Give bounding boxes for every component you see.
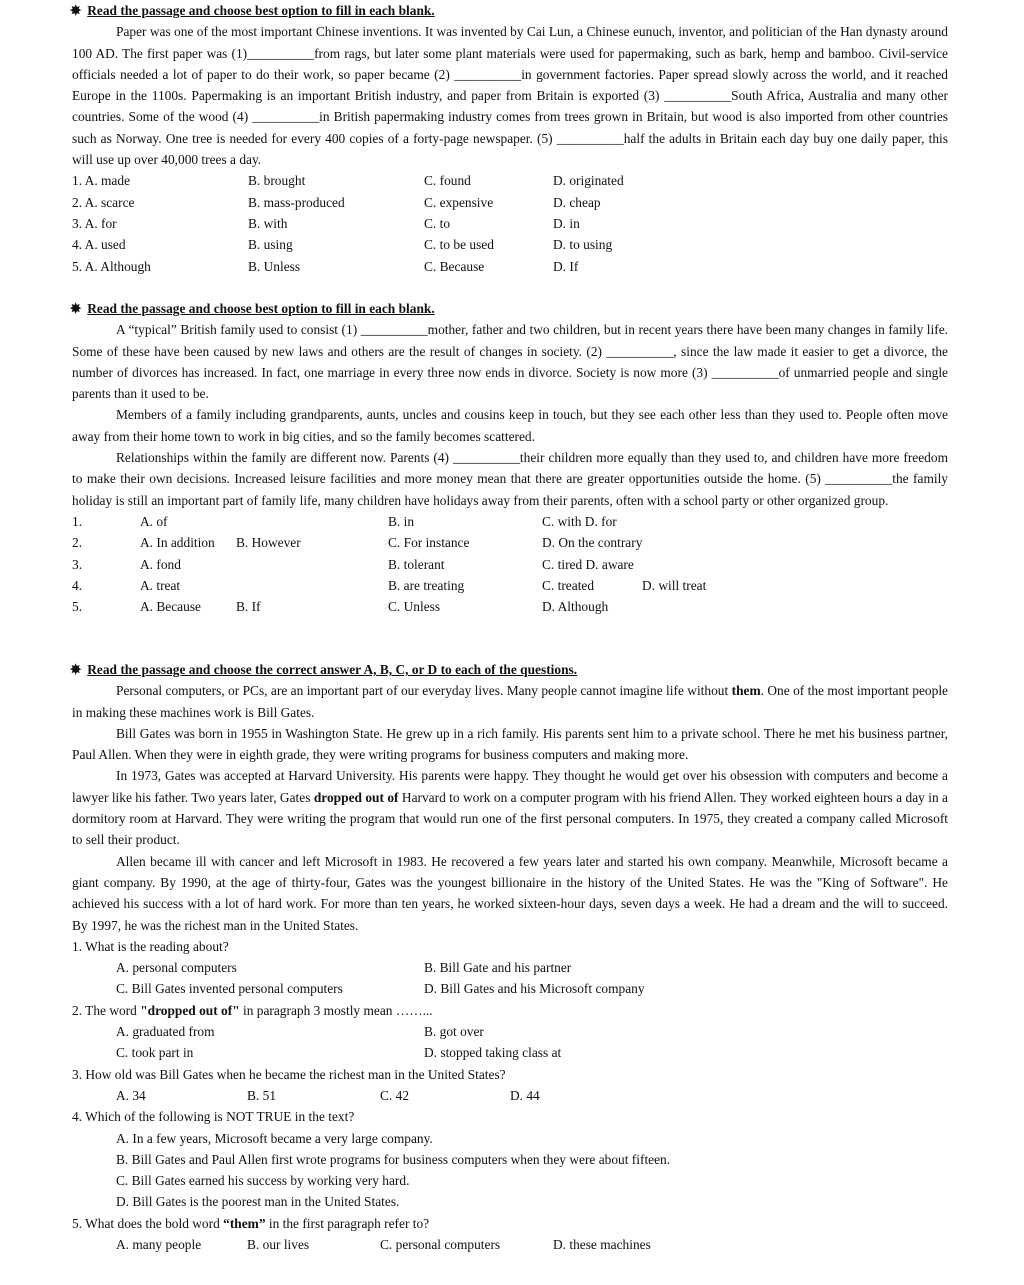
option-row-1 bbox=[72, 170, 948, 191]
section-3-paragraph-3 bbox=[72, 765, 948, 850]
star-bullet-icon: ✸ bbox=[70, 662, 82, 677]
bold-word-them: them bbox=[731, 683, 761, 699]
option-a[interactable]: A. In addition bbox=[140, 535, 215, 551]
option-b[interactable]: B. However bbox=[236, 535, 301, 551]
option-b[interactable]: B. tolerant bbox=[388, 556, 445, 572]
question-text: 2. The word bbox=[72, 1002, 141, 1018]
section-2-heading-text: Read the passage and choose best option to fill in each blank. bbox=[87, 301, 435, 316]
option-row-2 bbox=[72, 192, 948, 213]
option-d[interactable]: D. stopped taking class at bbox=[424, 1045, 562, 1061]
section-3-heading bbox=[72, 659, 948, 680]
option-a[interactable]: A. graduated from bbox=[116, 1024, 215, 1040]
section-3-heading-text: Read the passage and choose the correct answer A, B, C, or D to each of the questions. bbox=[87, 662, 578, 677]
paragraph-text: In 1973, Gates was accepted at Harvard University. His parents were happy. They thought he would get over his obsession with computers and become a lawyer like his father. Two years later, Gates bbox=[72, 768, 948, 805]
question-number: 3. bbox=[72, 556, 83, 572]
option-b[interactable]: B. our lives bbox=[247, 1237, 310, 1253]
option-c[interactable]: C. found bbox=[424, 173, 471, 189]
question-number: 5. bbox=[72, 599, 83, 615]
section-3 bbox=[72, 659, 948, 1255]
answer-row bbox=[72, 1234, 948, 1255]
option-d[interactable]: D. Bill Gates and his Microsoft company bbox=[424, 981, 645, 997]
section-2-options bbox=[72, 511, 948, 617]
option-c[interactable]: C. with D. for bbox=[542, 513, 617, 529]
option-a[interactable]: 4. A. used bbox=[72, 237, 126, 253]
option-b[interactable]: B. using bbox=[248, 237, 293, 253]
option-d[interactable]: D. these machines bbox=[553, 1237, 651, 1253]
option-row-3 bbox=[72, 554, 948, 575]
paragraph-text: Harvard to work on a computer program with his friend Allen. They worked eighteen hours a day in a dormitory room at Harvard. They were writing the program that would run one of the first personal computers. In 1975, they created a company called Microsoft to sell their product. bbox=[72, 789, 948, 848]
answer-row bbox=[72, 1149, 948, 1170]
answer-row bbox=[72, 957, 948, 978]
option-a[interactable]: A. fond bbox=[140, 556, 181, 572]
question-3: 3. How old was Bill Gates when he became the richest man in the United States? bbox=[72, 1066, 506, 1082]
option-c[interactable]: C. to be used bbox=[424, 237, 494, 253]
option-row-4 bbox=[72, 575, 948, 596]
option-a[interactable]: 3. A. for bbox=[72, 215, 117, 231]
star-bullet-icon: ✸ bbox=[70, 3, 82, 18]
option-c[interactable]: C. 42 bbox=[380, 1087, 410, 1103]
option-row-5 bbox=[72, 256, 948, 277]
option-row-2 bbox=[72, 532, 948, 553]
answer-row bbox=[72, 978, 948, 999]
section-1 bbox=[72, 0, 948, 277]
option-c[interactable]: C. took part in bbox=[116, 1045, 194, 1061]
section-1-heading-text: Read the passage and choose best option to fill in each blank. bbox=[87, 3, 435, 18]
bold-phrase: "dropped out of" bbox=[140, 1002, 240, 1018]
option-b[interactable]: B. 51 bbox=[247, 1087, 277, 1103]
option-row-1 bbox=[72, 511, 948, 532]
option-a[interactable]: A. treat bbox=[140, 577, 181, 593]
question-1: 1. What is the reading about? bbox=[72, 938, 229, 954]
star-bullet-icon: ✸ bbox=[70, 301, 82, 316]
answer-row bbox=[72, 1170, 948, 1191]
option-d[interactable]: D. will treat bbox=[642, 577, 707, 593]
section-3-paragraph-2: Bill Gates was born in 1955 in Washington State. He grew up in a rich family. His parents sent him to a private school. There he met his business partner, Paul Allen. When they were in eighth grade, they were writing programs for business computers and making more. bbox=[72, 725, 948, 763]
option-c[interactable]: C. personal computers bbox=[380, 1237, 501, 1253]
section-1-passage: Paper was one of the most important Chinese inventions. It was invented by Cai Lun, a Chinese eunuch, inventor, and politician of the Han dynasty around 100 AD. The first paper was (1)__________from rags, but later some plant materials were used for papermaking, such as bark, hemp and bamboo. Civil-service officials needed a lot of paper to do their work, so paper became (2) __________in government factories. Paper spread slowly across the world, and it reached Europe in the 1100s. Papermaking is an important British industry, and paper from Britain is exported (3) __________South Africa, Australia and many other countries. Some of the wood (4) __________in British papermaking industry comes from trees grown in Britain, but wood is also imported from other countries such as Norway. One tree is needed for every 400 copies of a forty-page newspaper. (5) __________half the adults in Britain each day buy one daily paper, this will use up over 40,000 trees a day. bbox=[72, 24, 948, 168]
bold-word: “them” bbox=[223, 1215, 266, 1231]
answer-row bbox=[72, 1191, 948, 1212]
option-a[interactable]: 2. A. scarce bbox=[72, 194, 135, 210]
option-b[interactable]: B. If bbox=[236, 599, 261, 615]
question-5 bbox=[72, 1213, 948, 1234]
answer-row bbox=[72, 1085, 948, 1106]
option-b[interactable]: B. Bill Gates and Paul Allen first wrote programs for business computers when they were about fifteen. bbox=[116, 1151, 671, 1167]
option-c[interactable]: C. treated bbox=[542, 577, 595, 593]
answer-row bbox=[72, 1021, 948, 1042]
option-d[interactable]: D. On the contrary bbox=[542, 535, 643, 551]
option-d[interactable]: D. originated bbox=[553, 173, 624, 189]
paragraph-text: Personal computers, or PCs, are an important part of our everyday lives. Many people cannot imagine life without bbox=[116, 683, 732, 699]
option-d[interactable]: D. Bill Gates is the poorest man in the United States. bbox=[116, 1194, 400, 1210]
section-1-heading bbox=[72, 0, 948, 21]
option-c[interactable]: C. tired D. aware bbox=[542, 556, 634, 572]
option-a[interactable]: A. Because bbox=[140, 599, 201, 615]
question-number: 2. bbox=[72, 535, 83, 551]
section-3-paragraph-4: Allen became ill with cancer and left Microsoft in 1983. He recovered a few years later and started his own company. Meanwhile, Microsoft became a giant company. By 1990, at the age of thirty-four, Gates was the youngest billionaire in the history of the United States. He was the "King of Software". He achieved his success with a lot of hard work. For more than ten years, he worked sixteen-hour days, seven days a week. He had a dream and the will to succeed. By 1997, he was the richest man in the United States. bbox=[72, 853, 948, 933]
section-2-paragraph-1: A “typical” British family used to consist (1) __________mother, father and two children, but in recent years there have been many changes in family life. Some of these have been caused by new laws and others are the result of changes in society. (2) __________, since the law made it easier to get a divorce, the number of divorces has increased. In fact, one marriage in every three now ends in divorce. Society is now more (3) __________of unmarried people and single parents than it used to be. bbox=[72, 322, 948, 402]
option-c[interactable]: C. to bbox=[424, 215, 451, 231]
option-b[interactable]: B. in bbox=[388, 513, 415, 529]
question-number: 4. bbox=[72, 577, 83, 593]
answer-row bbox=[72, 1042, 948, 1063]
option-a[interactable]: 1. A. made bbox=[72, 173, 131, 189]
paragraph-text: . One of the most important people in making these machines work is Bill Gates. bbox=[72, 683, 948, 720]
question-2 bbox=[72, 1000, 948, 1021]
option-a[interactable]: A. personal computers bbox=[116, 960, 237, 976]
option-b[interactable]: B. are treating bbox=[388, 577, 465, 593]
answer-row bbox=[72, 1128, 948, 1149]
option-a[interactable]: A. In a few years, Microsoft became a very large company. bbox=[116, 1130, 433, 1146]
section-2-paragraph-3: Relationships within the family are different now. Parents (4) __________their children more equally than they used to, and children have more freedom to make their own decisions. Increased leisure facilities and more money mean that there are greater opportunities outside the home. (5) __________the family holiday is still an important part of family life, many children have holidays away from their parents, often with a school party or other organized group. bbox=[72, 450, 948, 508]
option-c[interactable]: C. For instance bbox=[388, 535, 470, 551]
option-d[interactable]: D. Although bbox=[542, 599, 609, 615]
option-c[interactable]: C. Because bbox=[424, 258, 485, 274]
section-2 bbox=[72, 298, 948, 617]
option-b[interactable]: B. Unless bbox=[248, 258, 301, 274]
bold-phrase-dropped-out-of: dropped out of bbox=[313, 789, 399, 805]
option-d[interactable]: D. in bbox=[553, 215, 580, 231]
question-text: in paragraph 3 mostly mean ……... bbox=[239, 1002, 433, 1018]
option-b[interactable]: B. brought bbox=[248, 173, 306, 189]
option-b[interactable]: B. got over bbox=[424, 1024, 484, 1040]
question-number: 1. bbox=[72, 513, 83, 529]
option-c[interactable]: C. Unless bbox=[388, 599, 441, 615]
option-b[interactable]: B. with bbox=[248, 215, 288, 231]
option-a[interactable]: A. many people bbox=[116, 1237, 202, 1253]
question-text: 5. What does the bold word bbox=[72, 1215, 224, 1231]
option-c[interactable]: C. expensive bbox=[424, 194, 494, 210]
option-d[interactable]: D. to using bbox=[553, 237, 613, 253]
section-1-options bbox=[72, 170, 948, 276]
question-4: 4. Which of the following is NOT TRUE in the text? bbox=[72, 1109, 355, 1125]
option-d[interactable]: D. 44 bbox=[510, 1087, 540, 1103]
option-d[interactable]: D. cheap bbox=[553, 194, 601, 210]
option-a[interactable]: A. of bbox=[140, 513, 168, 529]
answer-list bbox=[72, 1128, 948, 1213]
option-b[interactable]: B. Bill Gate and his partner bbox=[424, 960, 572, 976]
option-a[interactable]: A. 34 bbox=[116, 1087, 146, 1103]
section-3-paragraph-1 bbox=[72, 680, 948, 723]
option-row-4 bbox=[72, 234, 948, 255]
question-text: in the first paragraph refer to? bbox=[265, 1215, 430, 1231]
option-c[interactable]: C. Bill Gates earned his success by working very hard. bbox=[116, 1173, 410, 1189]
option-a[interactable]: 5. A. Although bbox=[72, 258, 151, 274]
section-2-heading bbox=[72, 298, 948, 319]
option-d[interactable]: D. If bbox=[553, 258, 579, 274]
option-row-5 bbox=[72, 596, 948, 617]
section-2-paragraph-2: Members of a family including grandparents, aunts, uncles and cousins keep in touch, but they see each other less than they used to. People often move away from their home town to work in big cities, and so the family becomes scattered. bbox=[72, 407, 948, 444]
option-row-3 bbox=[72, 213, 948, 234]
option-c[interactable]: C. Bill Gates invented personal computers bbox=[116, 981, 343, 997]
option-b[interactable]: B. mass-produced bbox=[248, 194, 345, 210]
